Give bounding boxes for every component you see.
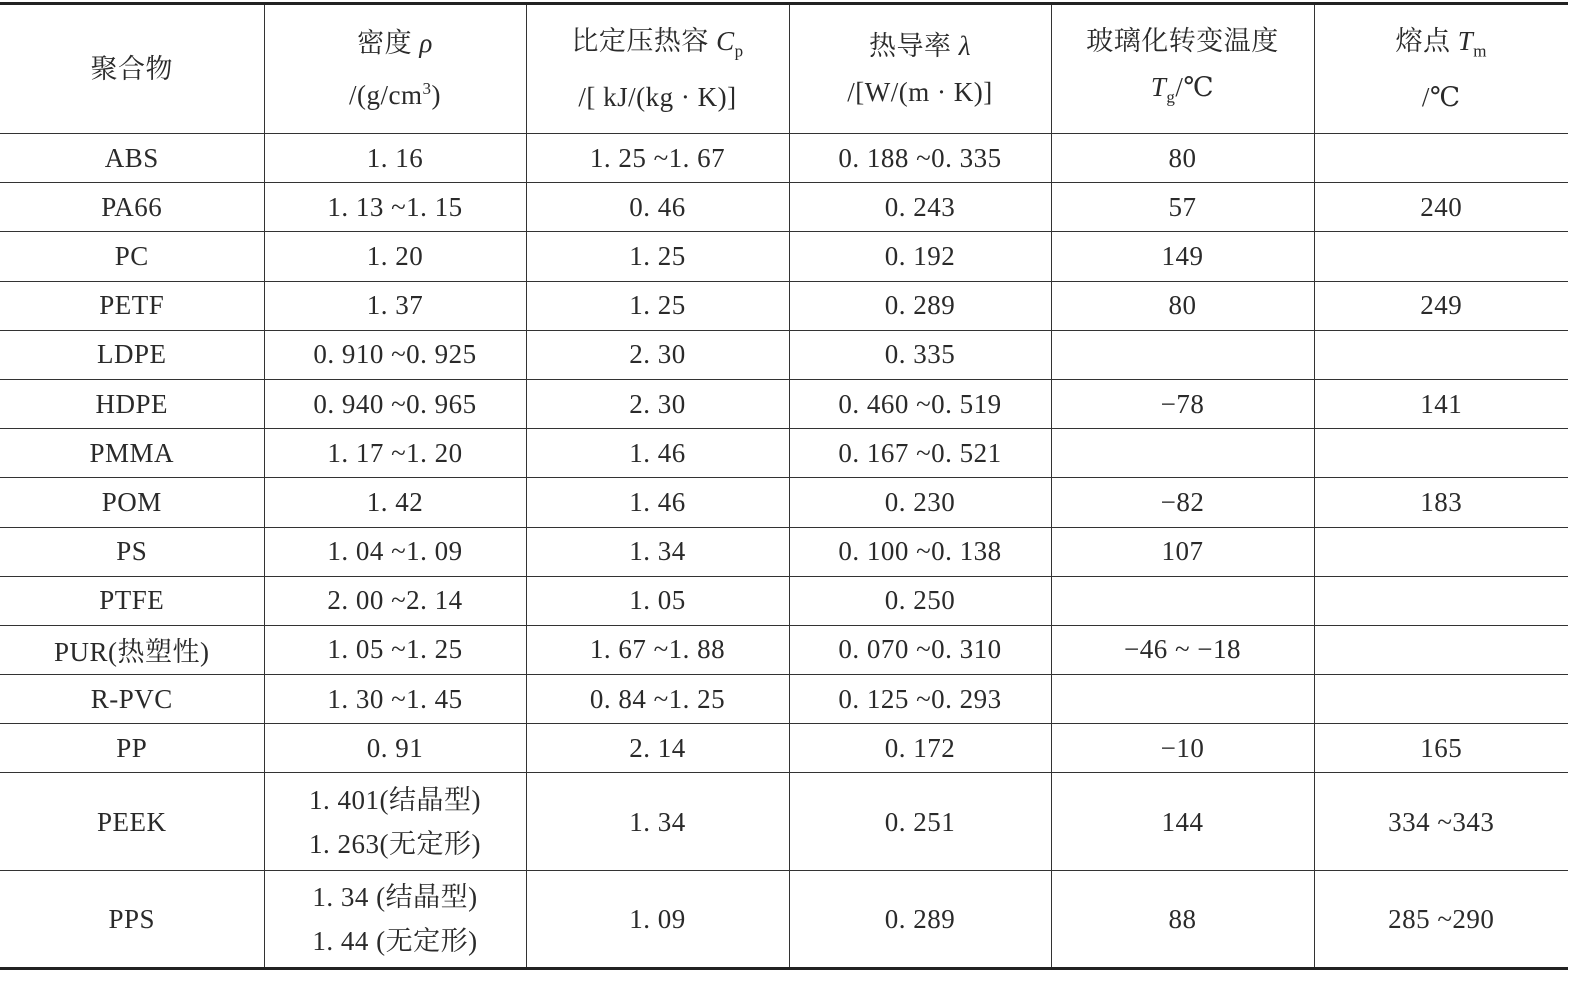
cell-conductivity: 0. 460 ~0. 519 [789,379,1051,428]
cell-glass-transition: 80 [1051,281,1314,330]
density-line: 1. 34 (结晶型) [312,882,478,913]
cell-glass-transition: 88 [1051,871,1314,969]
table-row [0,675,1568,724]
header-conductivity-line1: 热导率 λ [869,31,971,61]
header-density-line2: $/(g/cm^3)$ [349,79,441,110]
cell-glass-transition [1051,330,1314,379]
cell-density [264,773,526,871]
density-line: 1. 401(结晶型) [309,784,481,815]
table-row [0,429,1568,478]
cell-glass-transition: 57 [1051,183,1314,232]
cell-polymer: PMMA [0,429,264,478]
cell-polymer: PTFE [0,576,264,625]
cell-glass-transition: 80 [1051,134,1314,183]
cell-glass-transition: 144 [1051,773,1314,871]
table-row [0,379,1568,428]
cell-melting-point [1314,429,1568,478]
header-heat-capacity-line2: /[ kJ/(kg · K)] [578,82,737,113]
cell-conductivity: 0. 125 ~0. 293 [789,675,1051,724]
cell-polymer: PEEK [0,773,264,871]
cell-heat-capacity: 1. 34 [526,773,789,871]
cell-polymer: LDPE [0,330,264,379]
header-melting-point [1314,4,1568,134]
cell-density: 1. 05 ~1. 25 [264,625,526,674]
cell-conductivity: 0. 289 [789,871,1051,969]
cell-heat-capacity: 1. 67 ~1. 88 [526,625,789,674]
cell-polymer: POM [0,478,264,527]
cell-heat-capacity: 1. 05 [526,576,789,625]
cell-conductivity: 0. 100 ~0. 138 [789,527,1051,576]
cell-heat-capacity: 0. 46 [526,183,789,232]
cell-polymer: R-PVC [0,675,264,724]
cell-heat-capacity: 0. 84 ~1. 25 [526,675,789,724]
cell-melting-point: 240 [1314,183,1568,232]
cell-glass-transition: 149 [1051,232,1314,281]
table-row [0,478,1568,527]
cell-melting-point: 334 ~343 [1314,773,1568,871]
header-glass-transition [1051,4,1314,134]
cell-melting-point: 285 ~290 [1314,871,1568,969]
cell-glass-transition: −46 ~ −18 [1051,625,1314,674]
cell-conductivity: 0. 167 ~0. 521 [789,429,1051,478]
density-line: 1. 263(无定形) [309,828,481,859]
cell-conductivity: 0. 243 [789,183,1051,232]
cell-glass-transition [1051,429,1314,478]
cell-melting-point [1314,576,1568,625]
table-row [0,330,1568,379]
table-row [0,134,1568,183]
cell-density: 1. 30 ~1. 45 [264,675,526,724]
cell-heat-capacity: 1. 46 [526,478,789,527]
header-heat-capacity [526,4,789,134]
table-row [0,773,1568,871]
header-density-line1: 密度 ρ [357,28,433,58]
table-row [0,183,1568,232]
cell-polymer: HDPE [0,379,264,428]
header-density [264,4,526,134]
header-polymer [0,4,264,134]
cell-melting-point [1314,330,1568,379]
table-row [0,232,1568,281]
cell-polymer: PA66 [0,183,264,232]
cell-glass-transition: 107 [1051,527,1314,576]
cell-polymer: ABS [0,134,264,183]
header-polymer-label: 聚合物 [90,54,173,84]
cell-glass-transition: −78 [1051,379,1314,428]
cell-density: 0. 91 [264,724,526,773]
table-row [0,281,1568,330]
table-row [0,576,1568,625]
cell-polymer: PETF [0,281,264,330]
cell-heat-capacity: 1. 25 ~1. 67 [526,134,789,183]
cell-polymer: PP [0,724,264,773]
cell-density: 0. 940 ~0. 965 [264,379,526,428]
cell-melting-point [1314,527,1568,576]
table-row [0,724,1568,773]
cell-conductivity: 0. 289 [789,281,1051,330]
cell-density: 1. 04 ~1. 09 [264,527,526,576]
header-melting-point-line1: 熔点 $T_m$ [1395,25,1487,61]
cell-conductivity: 0. 172 [789,724,1051,773]
cell-conductivity: 0. 192 [789,232,1051,281]
header-conductivity-line2: /[W/(m · K)] [847,77,993,107]
density-line: 1. 44 (无定形) [312,926,478,957]
cell-conductivity: 0. 335 [789,330,1051,379]
cell-density: 0. 910 ~0. 925 [264,330,526,379]
cell-melting-point: 141 [1314,379,1568,428]
cell-polymer: PC [0,232,264,281]
cell-glass-transition [1051,576,1314,625]
header-row [0,4,1568,134]
cell-heat-capacity: 1. 25 [526,232,789,281]
header-melting-point-line2: /℃ [1421,82,1461,113]
cell-density [264,871,526,969]
cell-melting-point: 165 [1314,724,1568,773]
cell-heat-capacity: 2. 30 [526,379,789,428]
cell-polymer: PS [0,527,264,576]
cell-density: 1. 13 ~1. 15 [264,183,526,232]
cell-melting-point [1314,232,1568,281]
cell-melting-point [1314,675,1568,724]
cell-melting-point [1314,134,1568,183]
cell-density: 1. 37 [264,281,526,330]
cell-glass-transition [1051,675,1314,724]
polymer-properties-table [0,2,1568,970]
cell-melting-point: 183 [1314,478,1568,527]
header-glass-transition-line2: $T_g/℃$ [1150,71,1215,107]
cell-heat-capacity: 1. 34 [526,527,789,576]
cell-conductivity: 0. 250 [789,576,1051,625]
cell-glass-transition: −82 [1051,478,1314,527]
cell-density: 1. 16 [264,134,526,183]
cell-heat-capacity: 1. 09 [526,871,789,969]
table-row [0,625,1568,674]
table-row [0,527,1568,576]
cell-heat-capacity: 2. 30 [526,330,789,379]
cell-heat-capacity: 2. 14 [526,724,789,773]
cell-conductivity: 0. 070 ~0. 310 [789,625,1051,674]
header-conductivity [789,4,1051,134]
cell-melting-point: 249 [1314,281,1568,330]
cell-heat-capacity: 1. 46 [526,429,789,478]
cell-conductivity: 0. 251 [789,773,1051,871]
cell-density: 1. 17 ~1. 20 [264,429,526,478]
cell-melting-point [1314,625,1568,674]
table-row [0,871,1568,969]
cell-glass-transition: −10 [1051,724,1314,773]
header-glass-transition-line1: 玻璃化转变温度 [1086,25,1279,56]
header-heat-capacity-line1: 比定压热容 $C_p$ [571,25,744,61]
cell-density: 2. 00 ~2. 14 [264,576,526,625]
cell-conductivity: 0. 188 ~0. 335 [789,134,1051,183]
cell-conductivity: 0. 230 [789,478,1051,527]
cell-density: 1. 20 [264,232,526,281]
cell-polymer: PPS [0,871,264,969]
cell-density: 1. 42 [264,478,526,527]
cell-polymer: PUR(热塑性) [0,625,264,674]
cell-heat-capacity: 1. 25 [526,281,789,330]
